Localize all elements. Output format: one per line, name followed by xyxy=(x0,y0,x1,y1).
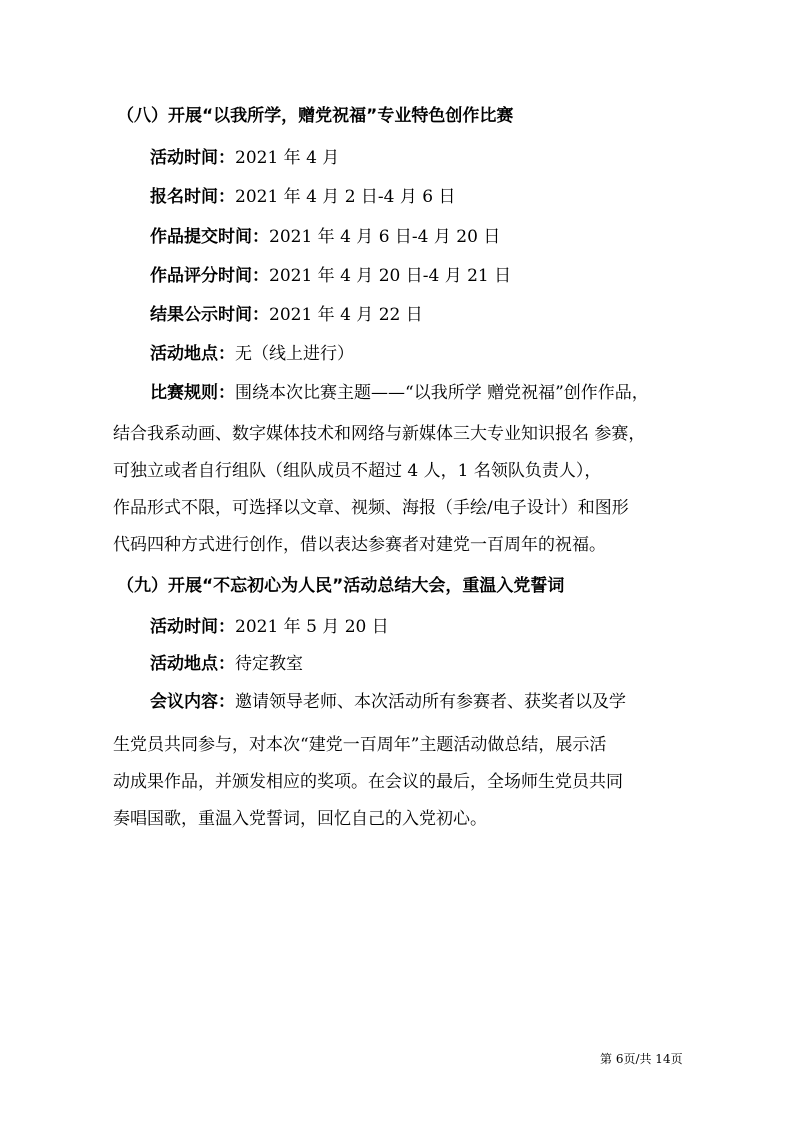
rules-text-line-4: 作品形式不限，可选择以文章、视频、海报（手绘/电子设计）和图形 xyxy=(113,498,629,518)
meeting-location-label: 活动地点： xyxy=(150,654,235,674)
meeting-time-row xyxy=(150,615,389,639)
review-time-value: 2021 年 4 月 20 日-4 月 21 日 xyxy=(269,266,512,286)
meeting-content-line-2: 生党员共同参与，对本次“建党一百周年”主题活动做总结，展示活 xyxy=(113,735,607,755)
submit-time-label: 作品提交时间： xyxy=(150,227,269,247)
rules-text-line-1: 围绕本次比赛主题——“以我所学 赠党祝福”创作作品， xyxy=(235,383,649,403)
activity-time-value: 2021 年 4 月 xyxy=(235,148,340,168)
location-row xyxy=(150,342,354,366)
meeting-content-line-1: 邀请领导老师、本次活动所有参赛者、获奖者以及学 xyxy=(235,692,626,712)
meeting-location-row xyxy=(150,652,303,676)
result-time-label: 结果公示时间： xyxy=(150,305,269,325)
submit-time-value: 2021 年 4 月 6 日-4 月 20 日 xyxy=(269,227,501,247)
result-time-value: 2021 年 4 月 22 日 xyxy=(269,305,423,325)
meeting-time-label: 活动时间： xyxy=(150,617,235,637)
location-label: 活动地点： xyxy=(150,344,235,364)
rules-label: 比赛规则： xyxy=(150,383,235,403)
section-8-title: （八）开展“以我所学，赠党祝福”专业特色创作比赛 xyxy=(117,106,514,126)
meeting-time-value: 2021 年 5 月 20 日 xyxy=(235,617,389,637)
rules-text-line-3: 可独立或者自行组队（组队成员不超过 4 人，1 名领队负责人）， xyxy=(113,461,602,481)
meeting-content-row xyxy=(150,690,626,714)
submit-time-row xyxy=(150,225,500,249)
meeting-location-value: 待定教室 xyxy=(235,654,303,674)
location-value: 无（线上进行） xyxy=(235,344,354,364)
rules-row xyxy=(150,381,649,405)
meeting-content-line-3: 动成果作品，并颁发相应的奖项。在会议的最后，全场师生党员共同 xyxy=(113,772,623,792)
activity-time-label: 活动时间： xyxy=(150,148,235,168)
page-number: 第 6页/共 14页 xyxy=(600,1052,683,1066)
meeting-content-label: 会议内容： xyxy=(150,692,235,712)
activity-time-row xyxy=(150,146,339,170)
rules-text-line-2: 结合我系动画、数字媒体技术和网络与新媒体三大专业知识报名 参赛， xyxy=(113,424,646,444)
signup-time-value: 2021 年 4 月 2 日-4 月 6 日 xyxy=(235,187,456,207)
review-time-row xyxy=(150,264,511,288)
result-time-row xyxy=(150,303,423,327)
signup-time-row xyxy=(150,185,456,209)
signup-time-label: 报名时间： xyxy=(150,187,235,207)
section-9-title: （九）开展“不忘初心为人民”活动总结大会，重温入党誓词 xyxy=(117,576,565,596)
review-time-label: 作品评分时间： xyxy=(150,266,269,286)
rules-text-line-5: 代码四种方式进行创作，借以表达参赛者对建党一百周年的祝福。 xyxy=(113,535,606,555)
meeting-content-line-4: 奏唱国歌，重温入党誓词，回忆自己的入党初心。 xyxy=(113,809,487,829)
